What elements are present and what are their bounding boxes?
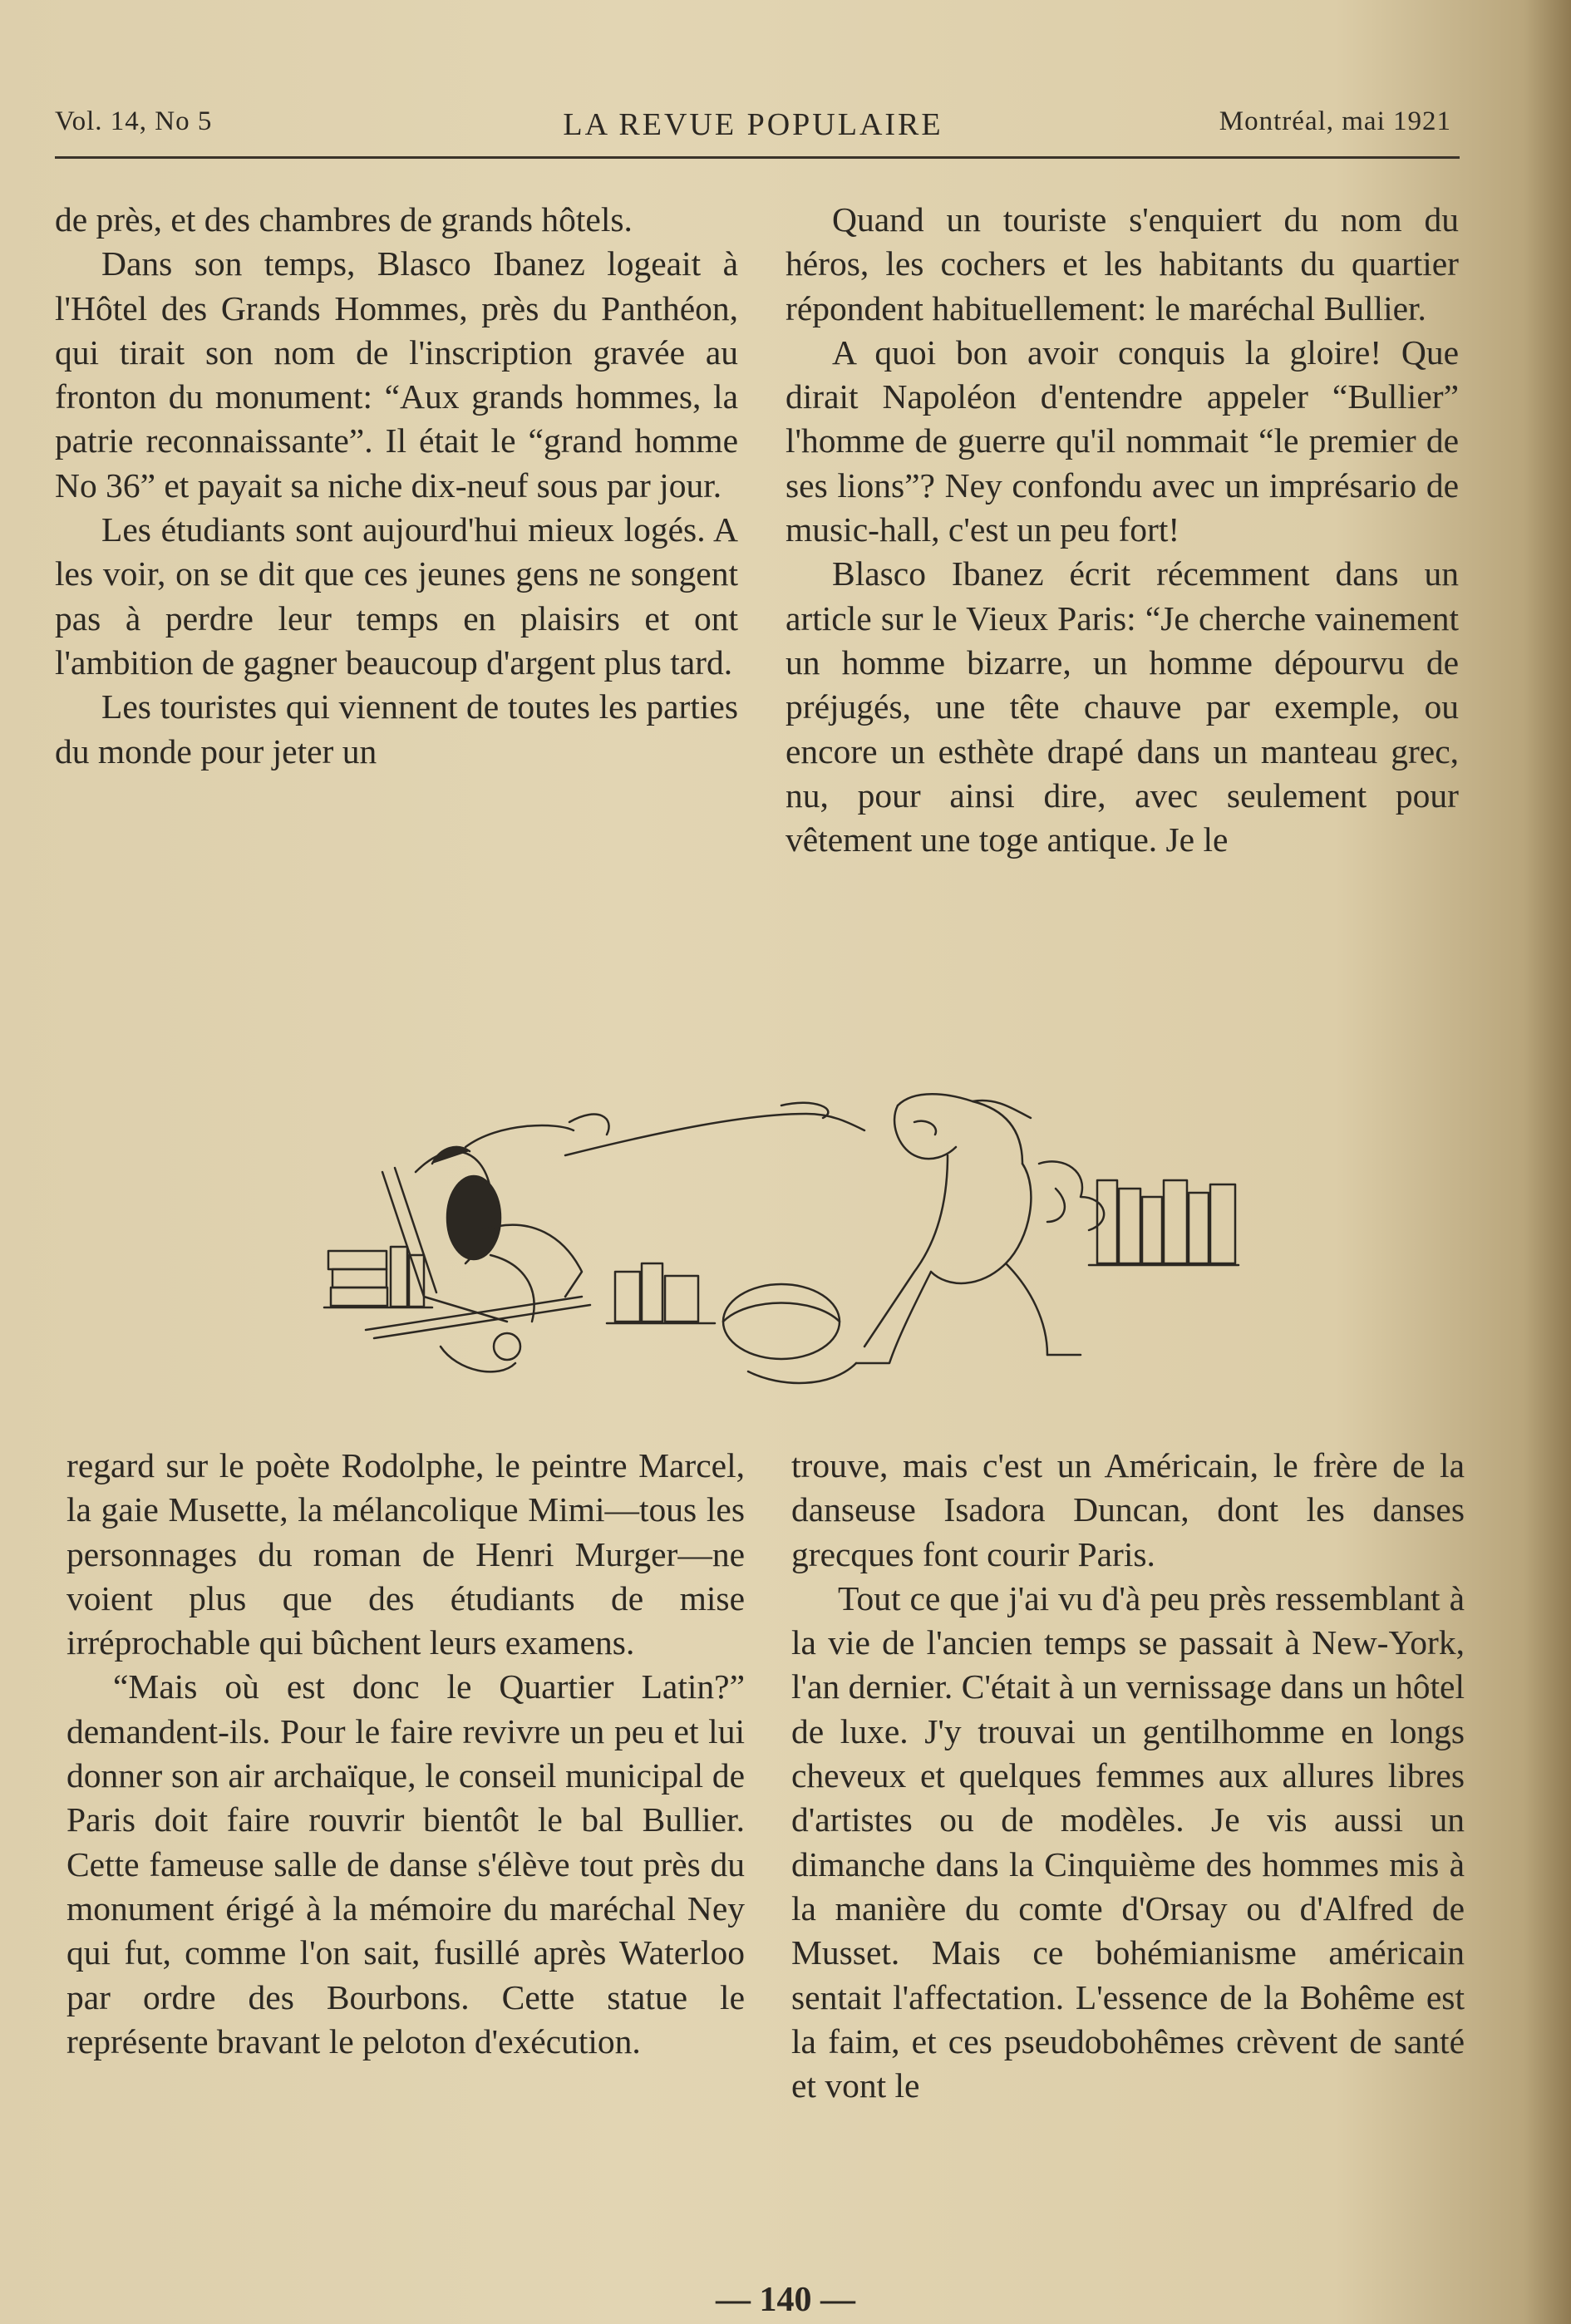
publication-title: LA REVUE POPULAIRE xyxy=(563,107,943,142)
paragraph: Tout ce que j'ai vu d'à peu près ressemblant à la vie de l'ancien temps se passait à New-York, l'an dernier. C'était à un vernissage dans un hôtel de luxe. J'y trouvai un gentilhomme en longs cheveux et quelques femmes aux allures libres d'artistes ou de modèles. Je vis aussi un dimanche dans la Cinquième des hommes mis à la manière du comte d'Orsay ou d'Alfred de Musset. Mais ce bohémianisme américain sentait l'affectation. L'essence de la Bohême est la faim, et ces pseudobohêmes crèvent de santé et vont le xyxy=(791,1578,1465,2105)
book-stack-right xyxy=(1089,1180,1239,1265)
paragraph: Dans son temps, Blasco Ibanez logeait à l'Hôtel des Grands Hommes, près du Panthéon, qui tirait son nom de l'inscription gravée au fronton du monument: “Aux grands hommes, la patrie reconnaissante”. Il était le “grand homme No 36” et payait sa niche dix-neuf sous par jour. xyxy=(55,244,738,505)
page-number: — 140 — xyxy=(716,2281,855,2319)
book-stack-middle xyxy=(607,1263,715,1323)
paragraph: regard sur le poète Rodolphe, le peintre Marcel, la gaie Musette, la mélancolique Mimi—tous les personnages du roman de Henri Murger—ne voient plus que des étudiants de mise irréprochable qui bûchent leurs examens. xyxy=(66,1446,745,1662)
text-column-bottom-right xyxy=(791,1444,1465,2108)
volume-number: Vol. 14, No 5 xyxy=(55,106,213,136)
text-column-top-left xyxy=(55,198,738,774)
text-column-top-right xyxy=(786,198,1459,862)
reading-figure-and-horse-illustration-icon xyxy=(316,1072,1247,1405)
horse-figure xyxy=(856,1094,1104,1363)
text-column-bottom-left xyxy=(66,1444,745,2064)
paragraph: trouve, mais c'est un Américain, le frère de la danseuse Isadora Duncan, dont les danses grecques font courir Paris. xyxy=(791,1446,1465,1573)
paragraph: Les étudiants sont aujourd'hui mieux logés. A les voir, on se dit que ces jeunes gens ne songent pas à perdre leur temps en plaisirs et ont l'ambition de gagner beaucoup d'argent plus tard. xyxy=(55,510,738,682)
place-date: Montréal, mai 1921 xyxy=(1219,106,1451,136)
running-header xyxy=(55,106,1451,148)
paragraph: Les touristes qui viennent de toutes les parties du monde pour jeter un xyxy=(55,687,738,771)
paragraph: Blasco Ibanez écrit récemment dans un article sur le Vieux Paris: “Je cherche vainement un homme bizarre, un homme dépourvu de préjugés, une tête chauve par exemple, ou encore un esthète drapé dans un manteau grec, nu, pour ainsi dire, avec seulement pour vêtement une toge antique. Je le xyxy=(786,554,1459,859)
paragraph: Quand un touriste s'enquiert du nom du héros, les cochers et les habitants du quartier répondent habituellement: le maréchal Bullier. xyxy=(786,200,1459,327)
paragraph: “Mais où est donc le Quartier Latin?” demandent-ils. Pour le faire revivre un peu et lui donner son air archaïque, le conseil municipal de Paris doit faire rouvrir bientôt le bal Bullier. Cette fameuse salle de danse s'élève tout près du monument érigé à la mémoire du maréchal Ney qui fut, comme l'on sait, fusillé après Waterloo par ordre des Bourbons. Cette statue le représente bravant le peloton d'exécution. xyxy=(66,1667,745,2061)
paragraph: A quoi bon avoir conquis la gloire! Que dirait Napoléon d'entendre appeler “Bullier” l'homme de guerre qu'il nommait “le premier de ses lions”? Ney confondu avec un imprésario de music-hall, c'est un peu fort! xyxy=(786,332,1459,549)
paragraph: de près, et des chambres de grands hôtels. xyxy=(55,200,633,239)
header-rule xyxy=(55,156,1460,159)
book-stack-left xyxy=(324,1247,432,1307)
wheel xyxy=(723,1284,840,1359)
smoke-trail xyxy=(565,1114,864,1155)
